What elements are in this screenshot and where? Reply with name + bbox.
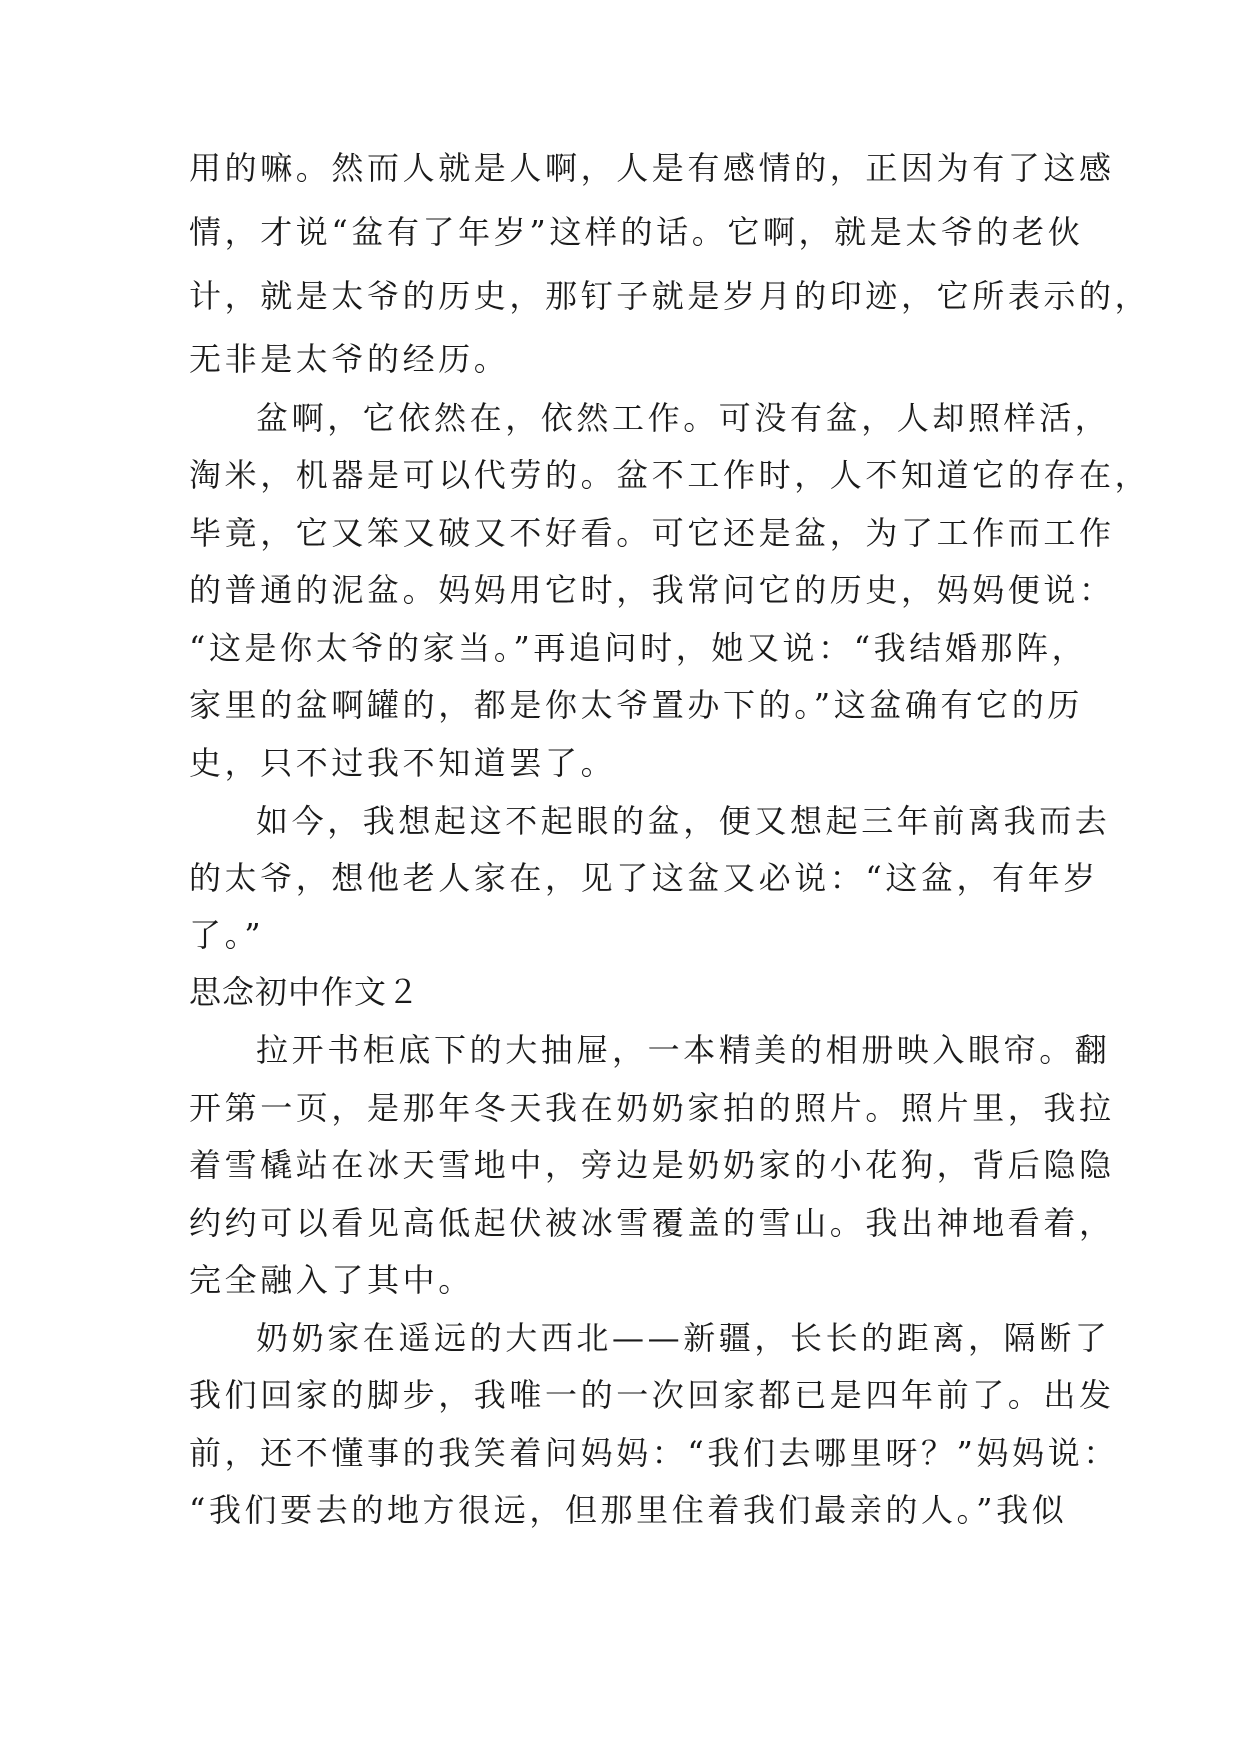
text-line: 的太爷，想他老人家在，见了这盆又必说：“这盆，有年岁: [189, 859, 1099, 897]
text-line: 我们回家的脚步，我唯一的一次回家都已是四年前了。出发: [189, 1376, 1115, 1414]
paragraph-first-line: 盆啊，它依然在，依然工作。可没有盆，人却照样活，: [256, 399, 1111, 437]
paragraph-first-line: 奶奶家在遥远的大西北——新疆，长长的距离，隔断了: [256, 1319, 1111, 1357]
text-line: 开第一页，是那年冬天我在奶奶家拍的照片。照片里，我拉: [189, 1089, 1115, 1127]
text-line: 史，只不过我不知道罢了。: [189, 744, 617, 782]
text-line: 着雪橇站在冰天雪地中，旁边是奶奶家的小花狗，背后隐隐: [189, 1146, 1115, 1184]
text-line: 约约可以看见高低起伏被冰雪覆盖的雪山。我出神地看着，: [189, 1204, 1115, 1242]
text-line: 情，才说“盆有了年岁”这样的话。它啊，就是太爷的老伙: [189, 213, 1084, 251]
text-line: 的普通的泥盆。妈妈用它时，我常问它的历史，妈妈便说：: [189, 571, 1115, 609]
text-line: 前，还不懂事的我笑着问妈妈：“我们去哪里呀？”妈妈说：: [189, 1434, 1119, 1472]
text-line: 了。”: [189, 916, 265, 954]
section-heading: 思念初中作文２: [189, 973, 421, 1011]
text-line: 家里的盆啊罐的，都是你太爷置办下的。”这盆确有它的历: [189, 686, 1083, 724]
text-line: “我们要去的地方很远，但那里住着我们最亲的人。”我似: [189, 1491, 1068, 1529]
text-line: 毕竟，它又笨又破又不好看。可它还是盆，为了工作而工作: [189, 514, 1115, 552]
text-line: 淘米，机器是可以代劳的。盆不工作时，人不知道它的存在，: [189, 456, 1151, 494]
text-line: “这是你太爷的家当。”再追问时，她又说：“我结婚那阵，: [189, 629, 1088, 667]
text-line: 完全融入了其中。: [189, 1261, 474, 1299]
text-line: 计，就是太爷的历史，那钉子就是岁月的印迹，它所表示的，: [189, 277, 1151, 315]
paragraph-first-line: 如今，我想起这不起眼的盆，便又想起三年前离我而去: [256, 802, 1111, 840]
text-line: 用的嘛。然而人就是人啊，人是有感情的，正因为有了这感: [189, 149, 1115, 187]
paragraph-first-line: 拉开书柜底下的大抽屉，一本精美的相册映入眼帘。翻: [256, 1031, 1111, 1069]
text-line: 无非是太爷的经历。: [189, 340, 510, 378]
